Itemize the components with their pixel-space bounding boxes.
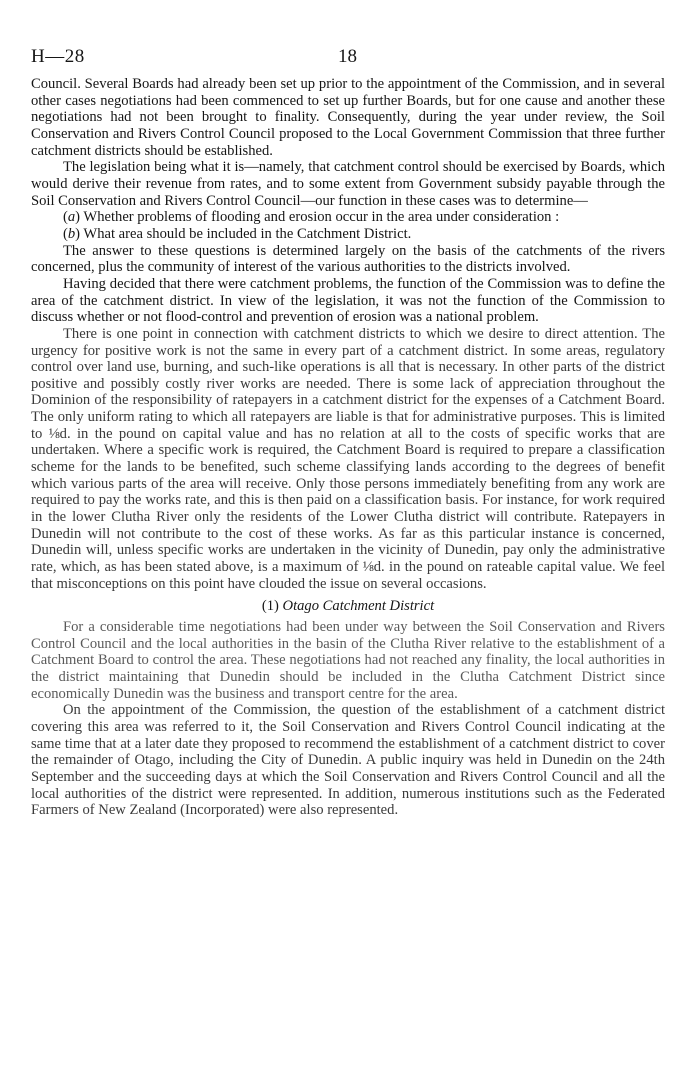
paragraph: Having decided that there were catchment problems, the function of the Commission was to define the area of the catchment district. In view of the legislation, it was not the function of the Commission to discuss whether or not flood-control and prevention of erosion was a national problem. — [31, 275, 665, 326]
section-title: Otago Catchment District — [282, 598, 435, 615]
paragraph: Council. Several Boards had already been set up prior to the appointment of the Commission, and in several other cases negotiations had been commenced to set up further Boards, but for one cause and another these negotiations had not been brought to finality. Consequently, during the year under review, the Soil Conservation and Rivers Control Council proposed to the Local Government Commission that three further catchment districts should be established. — [31, 76, 665, 159]
paragraph: There is one point in connection with catchment districts to which we desire to direct attention. The urgency for positive work is not the same in every part of a catchment district. In some areas, regulatory control over land use, burning, and such-like operations is all that is necessary. In other parts of the district positive and possibly costly river works are needed. There is some lack of appreciation throughout the Dominion of the responsibility of ratepayers in a catchment district for the expenses of a Catchment Board. The only uniform rating to which all ratepayers are liable is that for administrative purposes. This is limited to ⅛d. in the pound on capital value and has no relation at all to the costs of specific works that are undertaken. Where a specific work is required, the Catchment Board is required to prepare a classification scheme for the lands to be benefited, such scheme classifying lands according to the degrees of benefit which various parts of the area will receive. Only those persons immediately benefiting from any work are required to pay the works rate, and this is then paid on a classification basis. For instance, for work required in the lower Clutha River only the residents of the Lower Clutha district will contribute. Ratepayers in Dunedin will not contribute to the cost of these works. As far as this particular instance is concerned, Dunedin will, unless specific works are undertaken in the vicinity of Dunedin, pay only the administrative rate, which, as has been stated above, is a maximum of ⅛d. in the pound on rateable capital value. We feel that misconceptions on this point have clouded the issue on several occasions. — [31, 325, 665, 592]
list-item: (a) Whether problems of flooding and erosion occur in the area under consideration : — [63, 209, 560, 226]
page-number: 18 — [338, 46, 357, 67]
section-number: (1) — [261, 598, 279, 615]
document-reference: H—28 — [31, 46, 85, 67]
paragraph: The legislation being what it is—namely, that catchment control should be exercised by Boards, which would derive their revenue from rates, and to some extent from Government subsidy payable through the Soil Conservation and Rivers Control Council—our function in these cases was to determine— — [31, 159, 665, 209]
section-heading — [31, 598, 665, 615]
body-text — [31, 76, 665, 819]
document-page — [31, 46, 665, 819]
list-item: (b) What area should be included in the Catchment District. — [63, 225, 412, 242]
paragraph: For a considerable time negotiations had been under way between the Soil Conservation and Rivers Control Council and the local authorities in the basin of the Clutha River relative to the establishment of a Catchment Board to control the area. These negotiations had not reached any finality, the local authorities in the district maintaining that Dunedin should be included in the Clutha Catchment District since economically Dunedin was the business and transport centre for the area. — [31, 619, 665, 702]
paragraph: On the appointment of the Commission, the question of the establishment of a catchment district covering this area was referred to it, the Soil Conservation and Rivers Control Council indicating at the same time that at a later date they proposed to recommend the establishment of a catchment district to cover the remainder of Otago, including the City of Dunedin. A public inquiry was held in Dunedin on the 24th September and the succeeding days at which the Soil Conservation and Rivers Control Council and all the local authorities of the district were represented. In addition, numerous institutions such as the Federated Farmers of New Zealand (Incorporated) were also represented. — [31, 702, 665, 819]
page-header — [31, 46, 665, 76]
paragraph: The answer to these questions is determined largely on the basis of the catchments of the rivers concerned, plus the community of interest of the various authorities to the districts involved. — [31, 242, 665, 276]
